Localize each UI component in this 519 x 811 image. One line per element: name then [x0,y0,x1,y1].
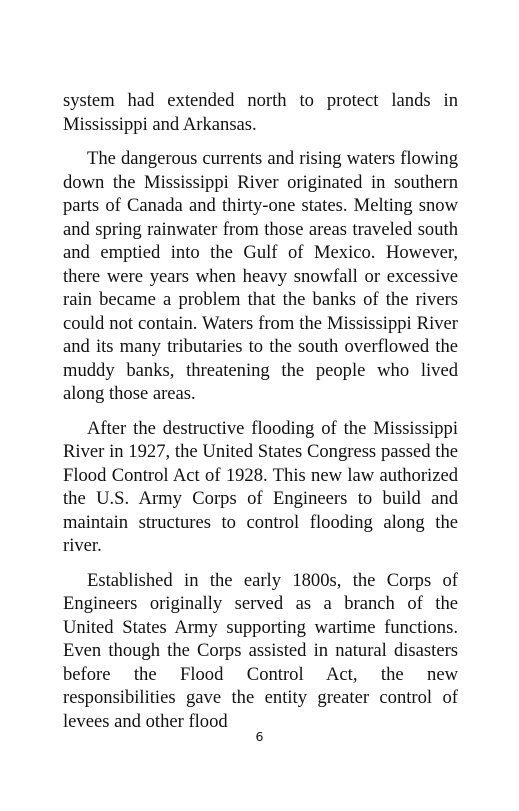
paragraph-flood-control-act: After the destructive flooding of the Mississippi River in 1927, the United States Congress passed the Flood Control Act of 1928. This new law authorized the U.S. Army Corps of Engineers to build and maintain structures to control flooding along the river. [63,417,458,556]
paragraph-mississippi-currents: The dangerous currents and rising waters flowing down the Mississippi River originated in southern parts of Canada and thirty-one states. Melting snow and spring rainwater from those areas traveled south and emptied into the Gulf of Mexico. However, there were years when heavy snowfall or excessive rain became a problem that the banks of the rivers could not contain. Waters from the Mississippi River and its many tributaries to the south overflowed the muddy banks, threatening the people who lived along those areas. [63,148,458,404]
page-body [63,89,458,744]
paragraph-continued: system had extended north to protect lands in Mississippi and Arkansas. [63,90,458,135]
page-number: 6 [255,729,264,744]
paragraph-corps-of-engineers: Established in the early 1800s, the Corps of Engineers originally served as a branch of the United States Army supporting wartime functions. Even though the Corps assisted in natural disasters before the Flood Control Act, the new responsibilities gave the entity greater control of levees and other flood [63,569,458,732]
